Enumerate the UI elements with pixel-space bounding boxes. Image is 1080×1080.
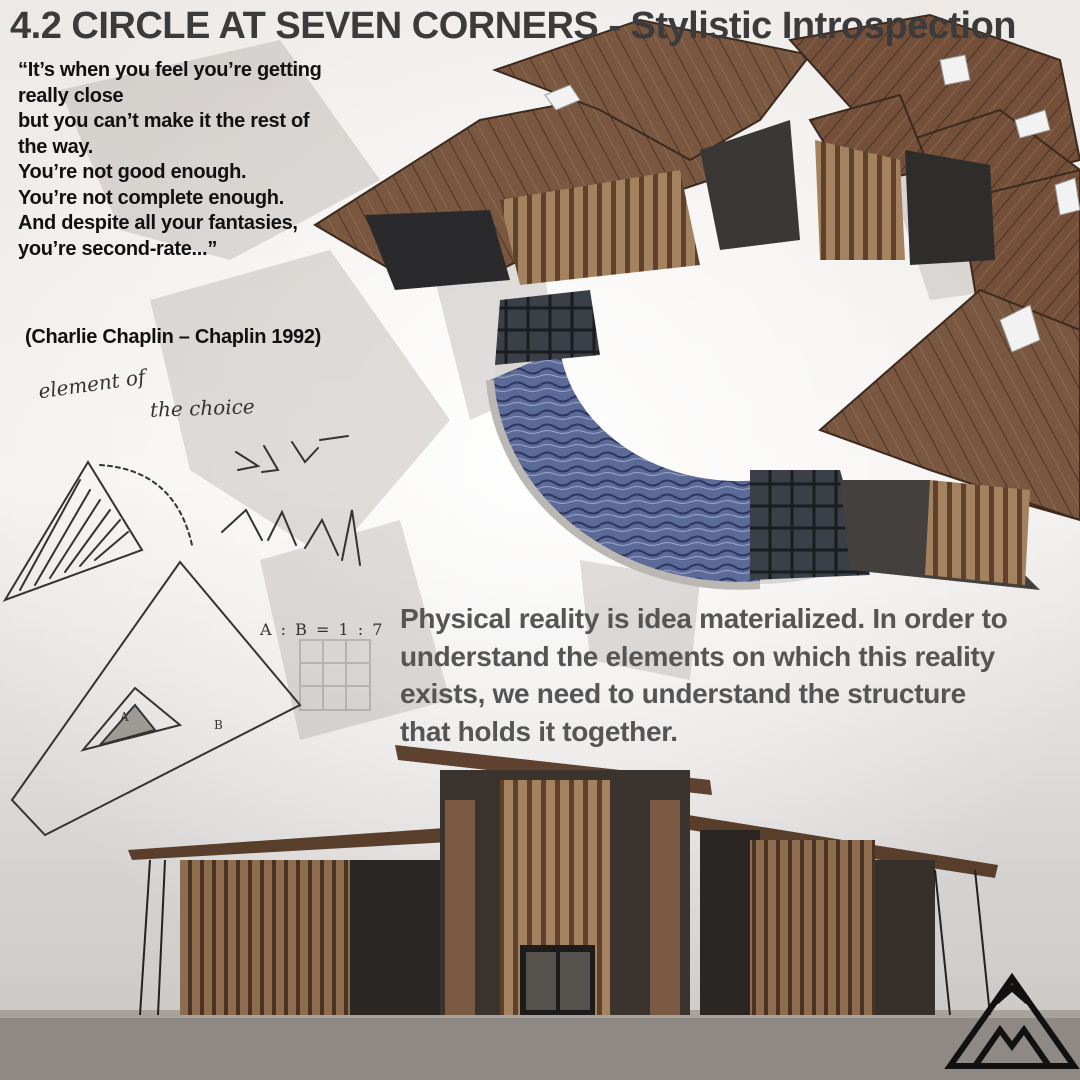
sketch-label-b: B — [214, 718, 223, 732]
statement-block — [400, 600, 1070, 750]
quote-block — [18, 58, 378, 262]
quote-line: the way. — [18, 135, 94, 158]
sketch-label-a: A — [120, 710, 129, 724]
quote-attribution: (Charlie Chaplin – Chaplin 1992) — [25, 326, 322, 348]
quote-line: You’re not complete enough. — [18, 186, 284, 209]
statement-line: understand the elements on which this reality — [400, 640, 995, 672]
quote-line: you’re second-rate...” — [18, 237, 218, 260]
quote-line: but you can’t make it the rest of — [18, 110, 310, 132]
quote-line: And despite all your fantasies, — [18, 212, 298, 234]
quote-line: really close — [18, 84, 124, 107]
quote-line: You’re not good enough. — [18, 161, 247, 183]
statement-line: that holds it together. — [400, 715, 678, 747]
statement-line: Physical reality is idea materialized. In order to — [400, 603, 1008, 634]
statement-line: exists, we need to understand the structure — [400, 678, 966, 709]
sketch-ratio: A : B = 1 : 7 — [260, 620, 385, 639]
sketch-note: element of — [36, 364, 147, 404]
quote-line: “It’s when you feel you’re getting — [18, 59, 322, 81]
page-title: 4.2 CIRCLE AT SEVEN CORNERS - Stylistic Introspection — [10, 5, 1016, 47]
sketch-note: the choice — [149, 394, 256, 422]
